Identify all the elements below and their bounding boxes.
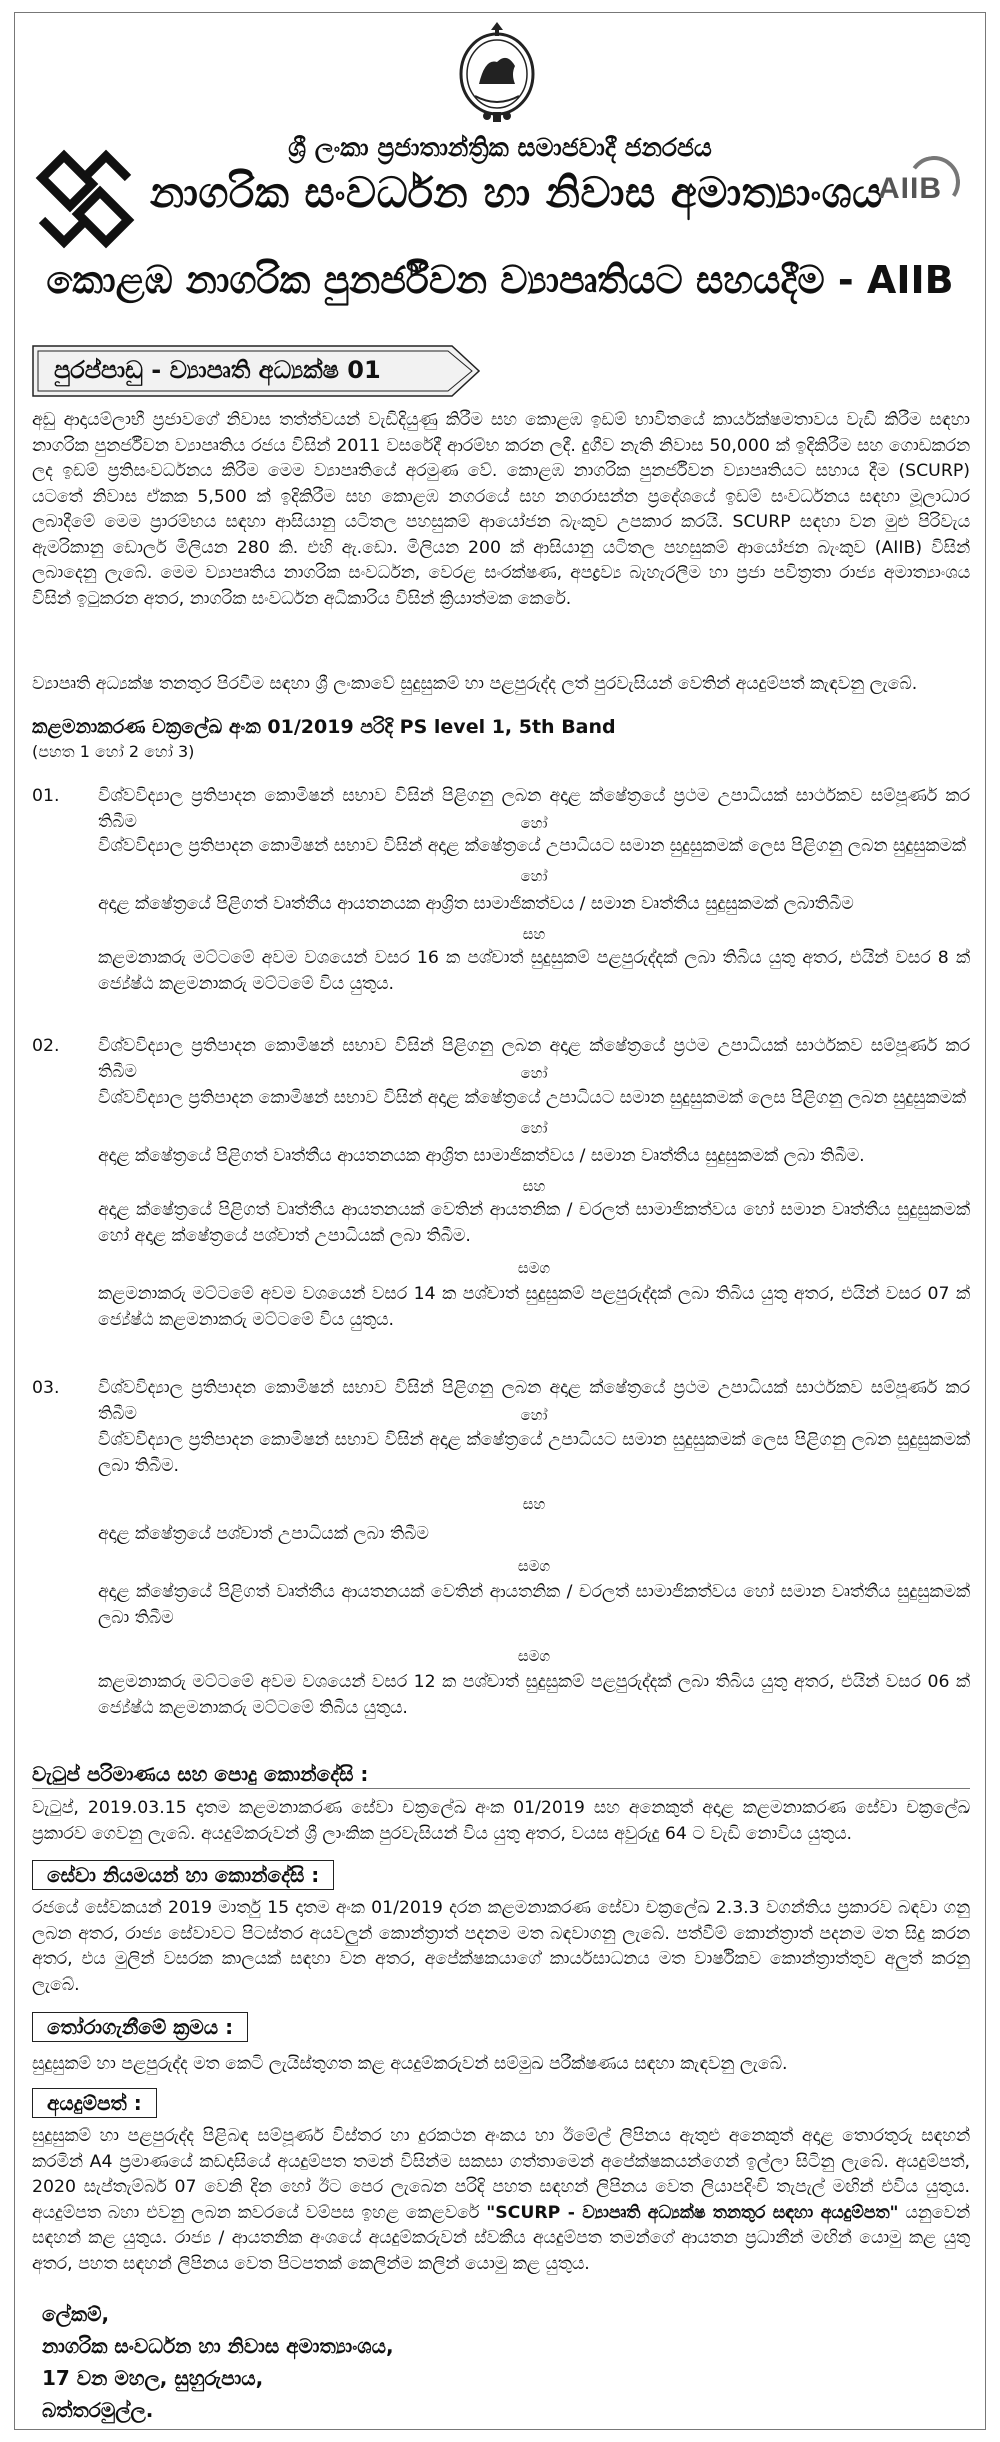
national-emblem bbox=[455, 18, 539, 124]
signature-address-city: බත්තරමුල්ල. bbox=[42, 2398, 154, 2422]
qualification-text: විශ්වවිද්‍යාල ප්‍රතිපාදන කොමිෂන් සභාව විසින් පිළිගනු ලබන අදාළ ක්ෂේත්‍රයේ ප්‍රථම උපාධියක් සාර්ථකව සම්පූර්ණ කර තිබීම bbox=[98, 786, 970, 832]
aiib-logo-text: AIIB bbox=[878, 172, 942, 205]
salary-heading: වැටුප් පරිමාණය සහ පොදු කොන්දේසි : bbox=[32, 1762, 369, 1786]
qualification-text: විශ්වවිද්‍යාල ප්‍රතිපාදන කොමිෂන් සභාව විසින් අදාළ ක්ෂේත්‍රයේ උපාධියට සමාන සුදුසුකමක් ලෙස පිළිගනු ලබන සුදුසුකමක් ලබා තිබීම. bbox=[98, 1430, 970, 1476]
selection-text: සුදුසුකම් හා පළපුරුද්ද මත කෙටි ලැයිස්තුගත කළ අයදුම්කරුවන් සම්මුඛ පරීක්ෂණය සඳහා කැඳවනු ලැබේ. bbox=[32, 2054, 788, 2074]
qualification-text: විශ්වවිද්‍යාල ප්‍රතිපාදන කොමිෂන් සභාව විසින් පිළිගනු ලබන අදාළ ක්ෂේත්‍රයේ ප්‍රථම උපාධියක් සාර්ථකව සම්පූර්ණ කර තිබීම bbox=[98, 1378, 970, 1424]
qualification-text: අදාළ ක්ෂේත්‍රයේ පිළිගත් වෘත්තීය ආයතනයක් වෙතින් ආයතනික / චරලත් සාමාජිකත්වය හෝ සමාන වෘත්තීය සුදුසුකමක් ලබා තිබීම bbox=[98, 1582, 970, 1628]
signature-block bbox=[42, 2298, 394, 2426]
signature-title: ලේකම්, bbox=[42, 2302, 110, 2326]
salary-divider bbox=[32, 1788, 970, 1789]
applications-text bbox=[32, 2124, 970, 2277]
qualification-text: විශ්වවිද්‍යාල ප්‍රතිපාදන කොමිෂන් සභාව විසින් පිළිගනු ලබන අදාළ ක්ෂේත්‍රයේ ප්‍රථම උපාධියක් සාර්ථකව සම්පූර්ණ කර තිබීම bbox=[98, 1036, 970, 1082]
conjunction-with: සමග bbox=[517, 1557, 551, 1575]
conjunction-or: හෝ bbox=[520, 1406, 548, 1424]
qualification-number: 03. bbox=[32, 1378, 60, 1398]
vacancy-title: පුරප්පාඩු - ව්‍යාපෘති අධ්‍යක්ෂ 01 bbox=[54, 356, 381, 384]
qualification-text: අදාළ ක්ෂේත්‍රයේ පිළිගත් වෘත්තීය ආයතනයක් වෙතින් ආයතනික / චරලත් සාමාජිකත්වය හෝ සමාන වෘත්තීය සුදුසුකමක් හෝ අදාළ ක්ෂේත්‍රයේ පශ්චාත් උපාධියක් ලබා තිබීම. bbox=[98, 1200, 970, 1246]
project-title: කොළඹ නාගරික පුනර්ජීවන ව්‍යාපෘතියට සහයදීම - AIIB bbox=[46, 258, 954, 302]
qualification-text: අදාළ ක්ෂේත්‍රයේ පිළිගත් වෘත්තීය ආයතනයක ආශ්‍රිත සාමාජිකත්වය / සමාන වෘත්තීය සුදුසුකමක් ලබාතිබීම bbox=[98, 894, 854, 914]
qualification-number: 02. bbox=[32, 1036, 60, 1056]
qualification-text: විශ්වවිද්‍යාල ප්‍රතිපාදන කොමිෂන් සභාව විසින් අදාළ ක්ෂේත්‍රයේ උපාධියට සමාන සුදුසුකමක් ලෙස පිළිගනු ලබන සුදුසුකමක් bbox=[98, 836, 966, 856]
aiib-logo bbox=[874, 156, 960, 216]
qualification-03 bbox=[32, 1376, 970, 1756]
salary-text: වැටුප්, 2019.03.15 දාතම කළමනාකරණ සේවා චක්‍රලේඛ අංක 01/2019 සහ අනෙකුත් අදාළ කළමනාකරණ සේවා චක්‍රලේඛ ප්‍රකාරව ගෙවනු ලැබේ. අයදුම්කරුවන් ශ්‍රී ලාංකික පුරවැසියන් විය යුතු අතර, වයස අවුරුදු 64 ට වැඩි නොවිය යුතුය. bbox=[32, 1798, 970, 1844]
selection-heading: තෝරාගැනීමේ ක්‍රමය : bbox=[32, 2012, 248, 2042]
vacancy-banner bbox=[32, 345, 480, 397]
qualification-02 bbox=[32, 1034, 970, 1364]
terms-text: රජයේ සේවකයන් 2019 මාර්තු 15 දාතම අංක 01/2019 දරන කළමනාකරණ සේවා චක්‍රලේඛ 2.3.3 වගන්තිය ප්‍රකාරව බඳවා ගනු ලබන අතර, රාජ්‍ය සේවාවට පිටස්තර අයවලුන් කොන්ත්‍රාත් පදනම මත බඳවාගනු ලැබේ. පත්වීම් කොන්ත්‍රාත් පදනම මත සිදු කරන අතර, එය මුලින් වසරක කාලයක් සඳහා වන අතර, අපේක්ෂකයාගේ කාර්යසාධනය මත වාර්ෂිකව කොන්ත්‍රාත්තුව අලුත් කරනු ලැබේ. bbox=[32, 1898, 970, 1995]
intro-call-paragraph: ව්‍යාපෘති අධ්‍යක්ෂ තනතුර පිරවීම සඳහා ශ්‍රී ලංකාවේ සුදුසුකම් හා පළපුරුද්ද ලත් පුරවැසියන් වෙතින් අයදුම්පත් කැඳවනු ලැබේ. bbox=[32, 674, 918, 694]
ministry-logo-icon bbox=[34, 148, 136, 250]
qualification-text: අදාළ ක්ෂේත්‍රයේ පිළිගත් වෘත්තීය ආයතනයක ආශ්‍රිත සාමාජිකත්වය / සමාන වෘත්තීය සුදුසුකමක් ලබා තිබීම. bbox=[98, 1146, 865, 1166]
conjunction-or: හෝ bbox=[520, 814, 548, 832]
qualification-number: 01. bbox=[32, 786, 60, 806]
applications-text-part: යනුවෙන් සඳහන් කළ යුතුය. රාජ්‍ය / ආයතනික අංශයේ අයදුම්කරුවන් ස්වකීය අයදුම්පත තමන්ගේ ආයතන ප්‍රධානීන් මඟින් යොමු කළ යුතු අතර, පහත සඳහන් ලිපිනය වෙත පිටපතක් කෙලින්ම කලින් යොමු කළ යුතුය. bbox=[32, 2202, 970, 2274]
conjunction-and: සහ bbox=[522, 1495, 546, 1513]
conjunction-with: සමග bbox=[517, 1647, 551, 1665]
qualification-text: කළමනාකරු මට්ටමේ අවම වශයෙන් වසර 16 ක පශ්චාත් සුදුසුකම් පළපුරුද්දක් ලබා තිබිය යුතු අතර, එයින් වසර 8 ක් ජ්‍යේෂ්ඨ කළමනාකරු මට්ටමේ විය යුතුය. bbox=[98, 948, 970, 994]
circular-heading: කළමනාකරණ චක්‍රලේඛ අංක 01/2019 පරිදි PS level 1, 5th Band bbox=[32, 716, 616, 738]
conjunction-and: සහ bbox=[522, 925, 546, 943]
conjunction-and: සහ bbox=[522, 1177, 546, 1195]
applications-heading: අයදුම්පත් : bbox=[32, 2088, 157, 2118]
signature-ministry: නාගරික සංවර්ධන හා නිවාස අමාත්‍යාංශය, bbox=[42, 2334, 394, 2358]
intro-paragraph: අඩු ආදායම්ලාභී ප්‍රජාවගේ නිවාස තත්ත්වයන් වැඩිදියුණු කිරීම සහ කොළඹ ඉඩම් භාවිතයේ කාර්යක්ෂමතාවය වැඩි කිරීම සඳහා නාගරික පුනර්ජීවන ව්‍යාපෘතිය රජය විසින් 2011 වසරේදී ආරම්භ කරන ලදී. දුගීව නැති නිවාස 50,000 ක් ඉදිකිරීම සහ ගොඩකරන ලද ඉඩම් ප්‍රතිසංවර්ධනය කිරීම මෙම ව්‍යාපෘතියේ අරමුණ වේ. කොළඹ නාගරික පුනර්ජීවන ව්‍යාපෘතියට සහාය දීම (SCURP) යටතේ නිවාස ඒකක 5,500 ක් ඉදිකිරීම සහ කොළඹ නගරයේ සහ නගරාසන්න ප්‍රදේශයේ ඉඩම් සංවර්ධනය සඳහා මූලාධාර ලබාදීමේ මෙම ප්‍රාරම්භය සඳහා ආසියානු යටිතල පහසුකම් ආයෝජන බැංකුව උපකාර කරයි. SCURP සඳහා වන මුළු පිරිවැය ඇමරිකානු ඩොලර් මිලියන 280 කි. එහි ඇ.ඩො. මිලියන 200 ක් ආසියානු යටිතල පහසුකම් ආයෝජන බැංකුව (AIIB) විසින් ලබාදෙනු ලැබේ. මෙම ව්‍යාපෘතිය නාගරික සංවර්ධන, වෙරළ සංරක්ෂණ, අපද්‍රව්‍ය බැහැරලීම හා ප්‍රජා පවිත්‍රතා රාජ්‍ය අමාත්‍යාංශය විසින් ඉටුකරන අතර, නාගරික සංවර්ධන අධිකාරිය විසින් ක්‍රියාත්මක කෙරේ. bbox=[32, 410, 970, 609]
qualification-text: විශ්වවිද්‍යාල ප්‍රතිපාදන කොමිෂන් සභාව විසින් අදාළ ක්ෂේත්‍රයේ උපාධියට සමාන සුදුසුකමක් ලෙස පිළිගනු ලබන සුදුසුකමක් bbox=[98, 1088, 966, 1108]
signature-address-line: 17 වන මහල, සුහුරුපාය, bbox=[42, 2366, 264, 2390]
ministry-title: නාගරික සංවර්ධන හා නිවාස අමාත්‍යාංශය bbox=[150, 168, 883, 217]
conjunction-with: සමග bbox=[517, 1259, 551, 1277]
qualification-01 bbox=[32, 784, 970, 1024]
conjunction-or: හෝ bbox=[520, 867, 548, 885]
qualification-text: කළමනාකරු මට්ටමේ අවම වශයෙන් වසර 14 ක පශ්චාත් සුදුසුකම් පළපුරුද්දක් ලබා තිබිය යුතු අතර, එයින් වසර 07 ක් ජ්‍යේෂ්ඨ කළමනාකරු මට්ටමේ විය යුතුය. bbox=[98, 1284, 970, 1330]
applications-text-part: සුදුසුකම් හා පළපුරුද්ද පිළිබඳ සම්පූර්ණ විස්තර හා දුරකථන අංකය හා ඊමේල් ලිපිනය ඇතුළු අනෙකුත් අදාළ තොරතුරු සඳහන් කරමින් A4 ප්‍රමාණයේ කඩදාසියේ අයදුම්පත තමන් විසින්ම සකසා ගත්තාමෙන් අපේක්ෂකයන්ගෙන් ඉල්ලා සිටිනු ලැබේ. අයදුම්පත්, 2020 සැප්තැම්බර් 07 වෙනි දින හෝ ඊට පෙර ලැබෙන පරිදි පහත සඳහන් ලිපිනය වෙත ලියාපදිංචි තැපැල් මඟින් එවිය යුතුය. අයදුම්පත බහා එවනු ලබන කවරයේ වම්පස ඉහළ කෙළවරේ bbox=[32, 2126, 970, 2223]
qualification-text: කළමනාකරු මට්ටමේ අවම වශයෙන් වසර 12 ක පශ්චාත් සුදුසුකම් පළපුරුද්දක් ලබා තිබිය යුතු අතර, එයින් වසර 06 ක් ජ්‍යේෂ්ඨ කළමනාකරු මට්ටමේ තිබිය යුතුය. bbox=[98, 1672, 970, 1718]
republic-title: ශ්‍රී ලංකා ප්‍රජාතාන්ත්‍රික සමාජවාදී ජනරජය bbox=[288, 133, 712, 162]
applications-envelope-label: "SCURP - ව්‍යාපෘති අධ්‍යක්ෂ තනතුර සඳහා අයදුම්පත" bbox=[486, 2202, 899, 2223]
terms-heading: සේවා නියමයන් හා කොන්දේසි : bbox=[32, 1860, 334, 1890]
circular-note: (පහත 1 හෝ 2 හෝ 3) bbox=[32, 742, 195, 761]
qualification-text: අදාළ ක්ෂේත්‍රයේ පශ්චාත් උපාධියක් ලබා තිබීම bbox=[98, 1524, 429, 1544]
conjunction-or: හෝ bbox=[520, 1064, 548, 1082]
conjunction-or: හෝ bbox=[520, 1119, 548, 1137]
